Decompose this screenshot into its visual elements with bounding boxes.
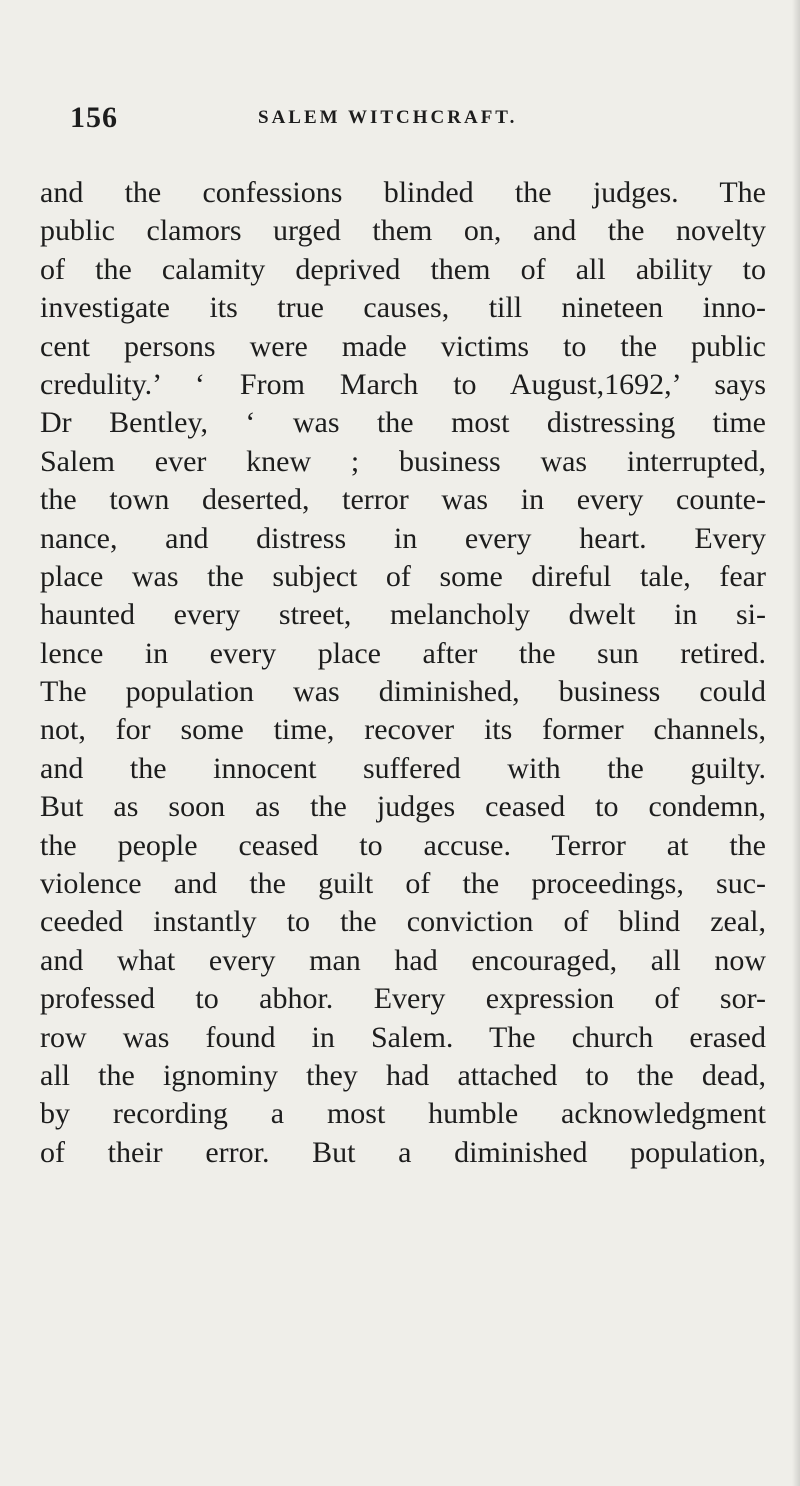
page-edge-shadow [792, 0, 800, 1486]
text-line: professed to abhor. Every expression of sor- [40, 982, 766, 1016]
text-line: Salem ever knew ; business was interrupted, [40, 444, 766, 478]
text-line: nance, and distress in every heart. Every [40, 521, 766, 555]
text-line: The population was diminished, business could [40, 675, 766, 709]
text-line: public clamors urged them on, and the novelty [40, 214, 766, 248]
text-line: credulity.’ ‘ From March to August,1692,’ says [40, 367, 766, 401]
text-line: the town deserted, terror was in every counte- [40, 483, 766, 517]
text-line: by recording a most humble acknowledgment [40, 1097, 766, 1131]
text-line: violence and the guilt of the proceedings, suc- [40, 867, 766, 901]
text-line: Dr Bentley, ‘ was the most distressing time [40, 406, 766, 440]
text-line: place was the subject of some direful tale, fear [40, 559, 766, 593]
body-text [40, 174, 766, 1172]
text-line: and the innocent suffered with the guilty. [40, 751, 766, 785]
text-line: the people ceased to accuse. Terror at the [40, 828, 766, 862]
text-line: row was found in Salem. The church erased [40, 1020, 766, 1054]
text-line: investigate its true causes, till nineteen inno- [40, 291, 766, 325]
text-line: of their error. But a diminished population, [40, 1135, 766, 1169]
text-line: But as soon as the judges ceased to condemn, [40, 790, 766, 824]
text-line: not, for some time, recover its former channels, [40, 713, 766, 747]
text-line: and the confessions blinded the judges. The [40, 176, 766, 209]
text-line: ceeded instantly to the conviction of blind zeal, [40, 905, 766, 939]
text-line: and what every man had encouraged, all now [40, 943, 766, 977]
page-header [70, 98, 770, 138]
page-number: 156 [70, 101, 118, 134]
text-line: cent persons were made victims to the public [40, 329, 766, 363]
running-head: SALEM WITCHCRAFT. [258, 107, 518, 128]
text-line: haunted every street, melancholy dwelt in si- [40, 598, 766, 632]
text-line: all the ignominy they had attached to the dead, [40, 1058, 766, 1092]
text-line: of the calamity deprived them of all ability to [40, 252, 766, 286]
text-line: lence in every place after the sun retired. [40, 636, 766, 670]
